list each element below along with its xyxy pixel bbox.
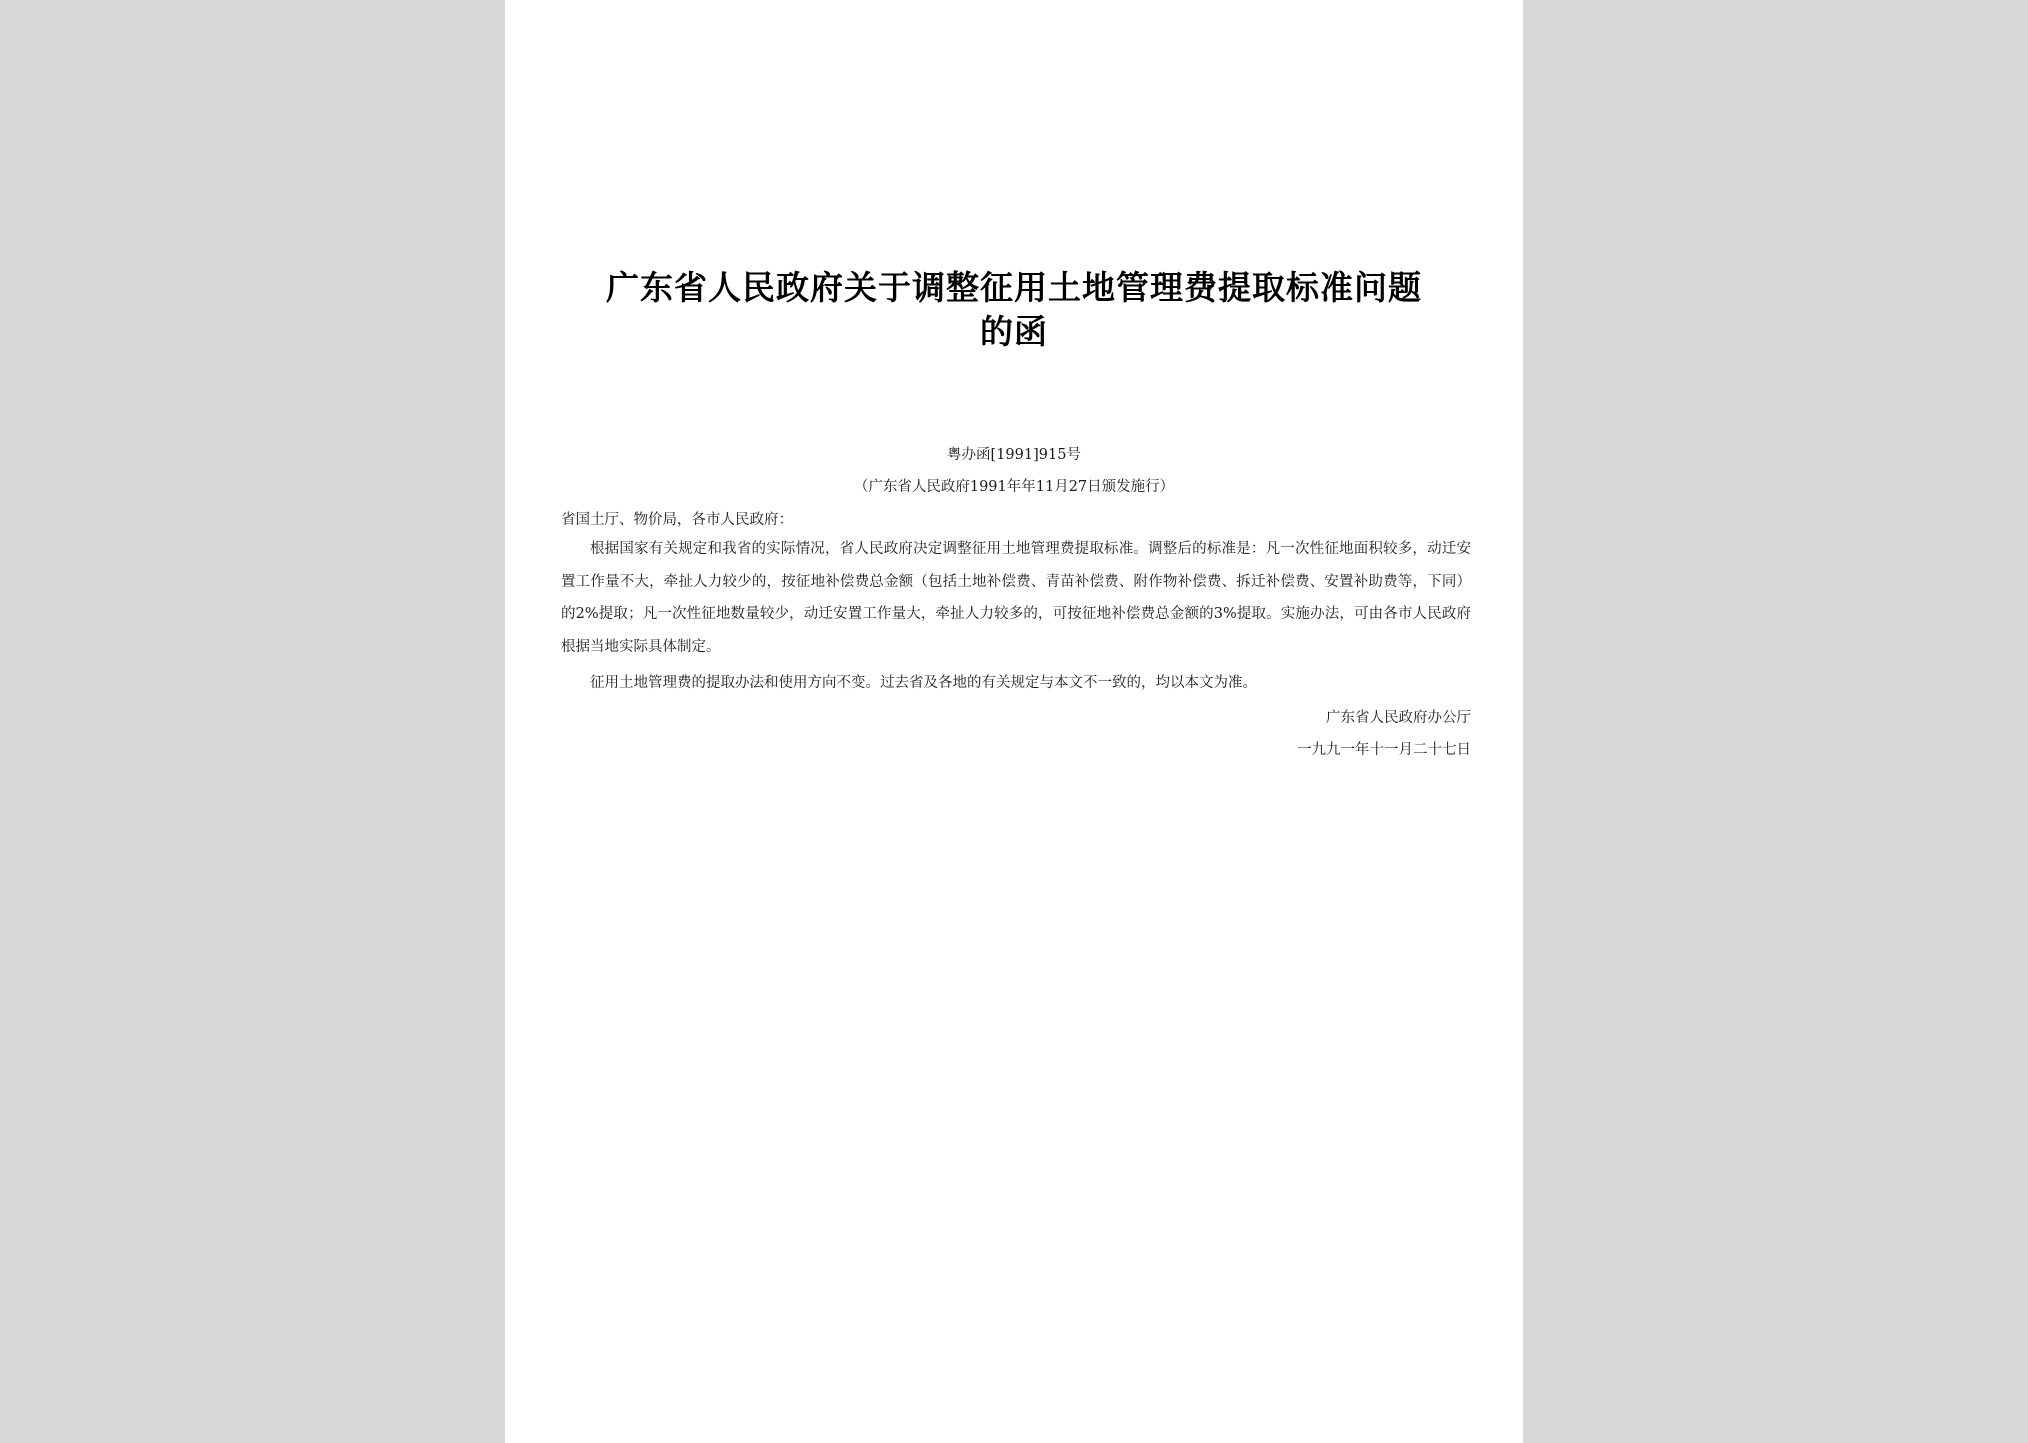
addressee: 省国土厅、物价局，各市人民政府： [561, 512, 793, 528]
document-page [505, 0, 1523, 1443]
body-paragraph-2: 征用土地管理费的提取办法和使用方向不变。过去省及各地的有关规定与本文不一致的，均以本文为准。 [590, 675, 1257, 691]
issue-note: （广东省人民政府1991年年11月27日颁发施行） [853, 479, 1175, 495]
body-paragraph-1: 根据国家有关规定和我省的实际情况，省人民政府决定调整征用土地管理费提取标准。调整后的标准是：凡一次性征地面积较多，动迁安置工作量不大，牵扯人力较少的，按征地补偿费总金额（包括土地补偿费、青苗补偿费、附作物补偿费、拆迁补偿费、安置补助费等，下同）的2%提取；凡一次性征地数量较少，动迁安置工作量大，牵扯人力较多的，可按征地补偿费总金额的3%提取。实施办法，可由各市人民政府根据当地实际具体制定。 [561, 541, 1471, 655]
document-title-line-2: 的函 [980, 312, 1048, 351]
document-title-line-1: 广东省人民政府关于调整征用土地管理费提取标准问题 [606, 268, 1422, 307]
document-number: 粤办函[1991]915号 [947, 447, 1081, 463]
signature-date: 一九九一年十一月二十七日 [1297, 742, 1471, 758]
signature-organization: 广东省人民政府办公厅 [1326, 710, 1471, 726]
